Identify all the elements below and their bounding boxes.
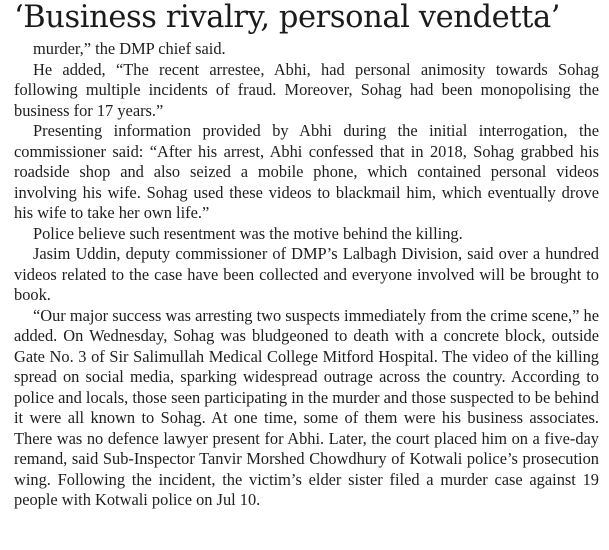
article-paragraph: He added, “The recent arrestee, Abhi, had personal animosity towards Sohag following multiple incidents of fraud. Moreover, Sohag had been monopolising the business for 17 years.”	[14, 59, 599, 120]
article-paragraph: murder,” the DMP chief said.	[33, 39, 226, 58]
article-paragraph: Presenting information provided by Abhi during the initial interrogation, the commissioner said: “After his arrest, Abhi confessed that in 2018, Sohag grabbed his roadside shop and also seized a mobile phone, which contained personal videos involving his wife. Sohag used these videos to blackmail him, which eventually drove his wife to take her own life.”	[14, 121, 599, 222]
article-paragraph: Jasim Uddin, deputy commissioner of DMP’s Lalbagh Division, said over a hundred videos related to the case have been collected and everyone involved will be brought to book.	[14, 244, 599, 304]
article-paragraph: Police believe such resentment was the motive behind the killing.	[33, 223, 463, 243]
article-paragraph: “Our major success was arresting two suspects immediately from the crime scene,” he added. On Wednesday, Sohag was bludgeoned to death with a concrete block, outside Gate No. 3 of Sir Salimullah Medical College Mitford Hospital. The video of the killing spread on social media, sparking widespread outrage across the country. According to police and locals, those seen participating in the murder and those suspected to be behind it were all known to Sohag. At one time, some of them were his business associates. There was no defence lawyer present for Abhi. Later, the court placed him on a five-day remand, said Sub-Inspector Tanvir Morshed Chowdhury of Kotwali police’s prosecution wing. Following the incident, the victim’s elder sister filed a murder case against 19 people with Kotwali police on Jul 10.	[14, 305, 599, 509]
article-headline: ‘Business rivalry, personal vendetta’	[14, 0, 561, 35]
article-body	[14, 39, 599, 511]
